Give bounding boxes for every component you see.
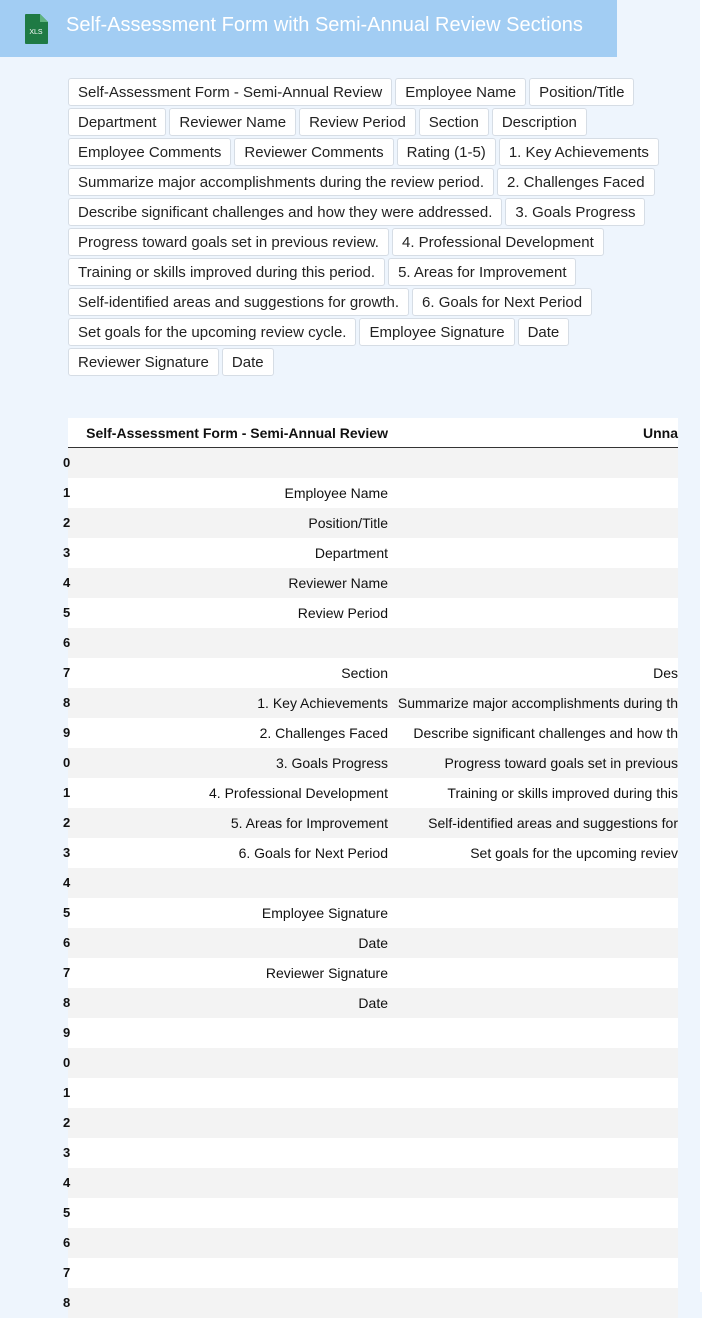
column-chip[interactable]: Reviewer Comments xyxy=(234,138,393,166)
row-index: 6 xyxy=(63,935,71,950)
table-cell[interactable]: 4. Professional Development xyxy=(209,785,388,801)
column-chip[interactable]: Summarize major accomplishments during the review period. xyxy=(68,168,494,196)
table-cell[interactable]: Position/Title xyxy=(308,515,388,531)
table-row xyxy=(63,688,678,718)
table-header xyxy=(68,418,678,448)
table-cell[interactable]: Describe significant challenges and how th xyxy=(413,725,678,741)
table-cell[interactable]: Reviewer Signature xyxy=(265,965,388,981)
table-row xyxy=(63,898,678,928)
column-chip[interactable]: 3. Goals Progress xyxy=(505,198,645,226)
page-title: Self-Assessment Form with Semi-Annual Review Sections xyxy=(66,14,583,36)
table-cell[interactable]: Section xyxy=(341,665,388,681)
table-row xyxy=(63,628,678,658)
column-chip[interactable]: Description xyxy=(492,108,587,136)
table-row xyxy=(63,778,678,808)
table-cell[interactable]: 2. Challenges Faced xyxy=(259,725,388,741)
row-index: 2 xyxy=(63,815,71,830)
column-chip[interactable]: Training or skills improved during this period. xyxy=(68,258,385,286)
row-index: 5 xyxy=(63,1205,71,1220)
table-row xyxy=(63,478,678,508)
table-cell[interactable]: Review Period xyxy=(297,605,388,621)
row-index: 4 xyxy=(63,875,71,890)
table-row xyxy=(63,1198,678,1228)
table-row xyxy=(63,508,678,538)
row-index: 0 xyxy=(63,1055,71,1070)
table-cell[interactable]: Set goals for the upcoming reviev xyxy=(470,845,678,861)
row-index: 8 xyxy=(63,995,71,1010)
row-index: 3 xyxy=(63,545,71,560)
column-chip[interactable]: Date xyxy=(518,318,570,346)
table-cell[interactable]: Employee Name xyxy=(284,485,388,501)
table-cell[interactable]: 5. Areas for Improvement xyxy=(230,815,388,831)
column-chip[interactable]: Position/Title xyxy=(529,78,634,106)
column-chip[interactable]: 2. Challenges Faced xyxy=(497,168,655,196)
table-cell[interactable]: Training or skills improved during this xyxy=(447,785,678,801)
column-chip[interactable]: Describe significant challenges and how they were addressed. xyxy=(68,198,502,226)
column-chip[interactable]: Reviewer Signature xyxy=(68,348,219,376)
column-chip[interactable]: Department xyxy=(68,108,166,136)
table-cell[interactable]: Department xyxy=(314,545,388,561)
row-index: 2 xyxy=(63,1115,71,1130)
column-chip[interactable]: Progress toward goals set in previous review. xyxy=(68,228,389,256)
table-row xyxy=(63,1108,678,1138)
column-chip[interactable]: 5. Areas for Improvement xyxy=(388,258,576,286)
row-index: 1 xyxy=(63,1085,71,1100)
table-cell[interactable]: Progress toward goals set in previous xyxy=(444,755,678,771)
row-index: 9 xyxy=(63,1025,71,1040)
table-row xyxy=(63,1258,678,1288)
column-chip[interactable]: 1. Key Achievements xyxy=(499,138,659,166)
table-cell[interactable]: Self-identified areas and suggestions for xyxy=(428,815,678,831)
row-index: 3 xyxy=(63,845,71,860)
table-cell[interactable]: Date xyxy=(358,995,388,1011)
column-chip[interactable]: Employee Comments xyxy=(68,138,231,166)
table-row xyxy=(63,1018,678,1048)
row-index: 4 xyxy=(63,575,71,590)
column-chip[interactable]: Rating (1-5) xyxy=(397,138,496,166)
row-index: 9 xyxy=(63,725,71,740)
table-row xyxy=(63,1168,678,1198)
table-row xyxy=(63,538,678,568)
table-row xyxy=(63,1048,678,1078)
table-row xyxy=(63,1288,678,1318)
table-row xyxy=(63,838,678,868)
xls-icon-label: XLS xyxy=(29,29,43,36)
table-row xyxy=(63,748,678,778)
column-chip[interactable]: Employee Signature xyxy=(359,318,514,346)
row-index: 2 xyxy=(63,515,71,530)
table-cell[interactable]: Des xyxy=(653,665,678,681)
table-row xyxy=(63,928,678,958)
table-row xyxy=(63,1138,678,1168)
column-chip[interactable]: Date xyxy=(222,348,274,376)
xls-file-icon xyxy=(22,13,50,45)
row-index: 3 xyxy=(63,1145,71,1160)
column-chip-list xyxy=(68,78,668,376)
row-index: 6 xyxy=(63,1235,71,1250)
column-header[interactable]: Self-Assessment Form - Semi-Annual Review xyxy=(86,425,388,441)
column-chip[interactable]: Reviewer Name xyxy=(169,108,296,136)
table-row xyxy=(63,958,678,988)
table-body xyxy=(63,448,678,1318)
table-cell[interactable]: 3. Goals Progress xyxy=(275,755,388,771)
column-header[interactable]: Unna xyxy=(643,425,678,441)
table-cell[interactable]: 6. Goals for Next Period xyxy=(238,845,388,861)
row-index: 8 xyxy=(63,1295,71,1310)
row-index: 1 xyxy=(63,485,71,500)
row-index: 5 xyxy=(63,905,71,920)
table-cell[interactable]: 1. Key Achievements xyxy=(257,695,388,711)
spreadsheet-table xyxy=(63,418,678,1310)
column-chip[interactable]: Self-Assessment Form - Semi-Annual Review xyxy=(68,78,392,106)
row-index: 4 xyxy=(63,1175,71,1190)
table-row xyxy=(63,598,678,628)
row-index: 1 xyxy=(63,785,71,800)
table-row xyxy=(63,718,678,748)
table-row xyxy=(63,1078,678,1108)
row-index: 0 xyxy=(63,455,71,470)
table-row xyxy=(63,568,678,598)
table-row xyxy=(63,1228,678,1258)
table-row xyxy=(63,808,678,838)
table-cell[interactable]: Reviewer Name xyxy=(288,575,388,591)
table-row xyxy=(63,868,678,898)
column-chip[interactable]: Employee Name xyxy=(395,78,526,106)
table-cell[interactable]: Summarize major accomplishments during th xyxy=(397,695,678,711)
table-row xyxy=(63,988,678,1018)
row-index: 7 xyxy=(63,665,71,680)
row-index: 5 xyxy=(63,605,71,620)
title-bar xyxy=(0,0,617,57)
row-index: 8 xyxy=(63,695,71,710)
row-index: 7 xyxy=(63,1265,71,1280)
column-chip[interactable]: Section xyxy=(419,108,489,136)
table-row xyxy=(63,658,678,688)
column-chip[interactable]: Set goals for the upcoming review cycle. xyxy=(68,318,356,346)
column-chip[interactable]: 4. Professional Development xyxy=(392,228,604,256)
column-chip[interactable]: 6. Goals for Next Period xyxy=(412,288,592,316)
column-chip[interactable]: Review Period xyxy=(299,108,416,136)
table-cell[interactable]: Date xyxy=(358,935,388,951)
row-index: 0 xyxy=(63,755,71,770)
row-index: 6 xyxy=(63,635,71,650)
row-index: 7 xyxy=(63,965,71,980)
column-chip[interactable]: Self-identified areas and suggestions for growth. xyxy=(68,288,409,316)
table-row xyxy=(63,448,678,478)
table-cell[interactable]: Employee Signature xyxy=(261,905,388,921)
